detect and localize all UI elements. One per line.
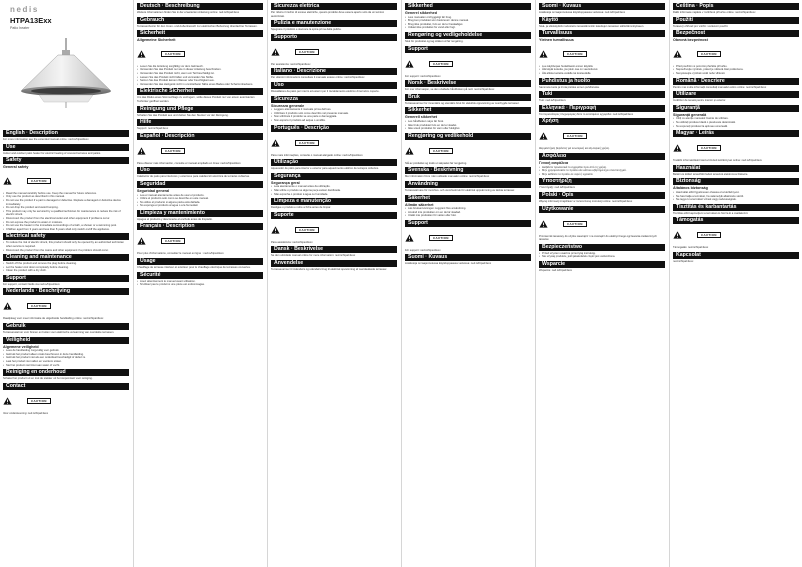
caution-label: CAUTION — [563, 133, 587, 139]
section-heading: Sécurité — [137, 272, 263, 279]
paragraph: Tuki: ned.is/htpa13exx — [539, 99, 566, 103]
section-heading: Supporto — [271, 34, 397, 41]
bullet-item: • Disconnect the product from the electrical outlet and other equipment if problems occur. — [3, 217, 129, 221]
caution-label: CAUTION — [429, 148, 453, 154]
bullet-item: • Lassen Sie das Produkt nicht fallen und vermeiden Sie Stöße. — [137, 76, 263, 80]
bullet-item: • Nu utilizați produsul dacă o piesă este deteriorată. — [673, 121, 799, 125]
bullet-item: • Não exponha o produto à água ou humidade. — [271, 193, 397, 197]
caution-label: CAUTION — [161, 238, 185, 244]
warning-block — [3, 297, 129, 315]
paragraph: ned.is/htpa13exx — [673, 259, 694, 263]
section-heading: Support — [3, 275, 129, 282]
section-heading: Használat — [673, 165, 799, 172]
warning-triangle-icon — [137, 232, 146, 250]
paragraph: For support, contact Nedis via ned.is/htpa13exx — [3, 282, 60, 286]
warning-triangle-icon — [405, 142, 414, 160]
warning-triangle-icon — [271, 134, 280, 152]
paragraph: Sisä- ja ulkokäyttöön tarkoitettu terassilämmitin katettujen terassien sähkölämmitykseen. — [539, 24, 645, 28]
bullet-item: • Do not use the product if a part is damaged or defective. Replace a damaged or defective device immediately. — [3, 199, 129, 206]
bullet-item: • Disconnect the product from the mains and other equipment if a problem should occur. — [3, 249, 129, 253]
bullet-item: • Non esporre il prodotto ad acqua o umidità. — [271, 119, 397, 123]
paragraph: Terrassenheizer für den Innen- und Außenbereich zur elektrischen Beheizung überdachter Terrassen. — [137, 24, 258, 28]
bullet-item: • Stel het product niet bloot aan water of vocht. — [3, 364, 129, 368]
section-heading: Suomi · Kuvaus — [405, 254, 531, 261]
warning-block — [539, 127, 665, 145]
section-heading: Limpieza y mantenimiento — [137, 210, 263, 217]
caution-label: CAUTION — [27, 178, 51, 184]
bullet-item: • Ikke utsett produktet for vann eller fuktighet. — [405, 127, 531, 131]
bullet-item: • Nu expuneți produsul la apă sau umezeală. — [673, 125, 799, 129]
warning-triangle-icon — [673, 45, 682, 63]
bullet-item: • Przed użyciem uważnie przeczytaj instrukcję. — [539, 252, 665, 256]
caution-label: CAUTION — [429, 61, 453, 67]
paragraph: Încălzitor de terasă pentru interior și exterior. — [673, 99, 727, 103]
section-heading: Sicurezza — [271, 96, 397, 103]
section-heading: Français · Description — [137, 223, 263, 230]
warning-triangle-icon — [539, 45, 548, 63]
paragraph: Aquecedor de pátio para interior e exterior para aquecimento elétrico de terraços cobertos. — [271, 167, 380, 171]
section-heading: Suporte — [271, 212, 397, 219]
section-subheading: Algemene veiligheid — [3, 344, 39, 349]
section-subheading: Yleinen turvallisuus — [539, 38, 574, 43]
bullet-item: • Lisez attentivement le manuel avant utilisation. — [137, 280, 263, 284]
section-heading: Usage — [137, 258, 263, 265]
section-subheading: Segurança geral — [271, 180, 300, 185]
bullet-item: • Gebruik het product niet als een onderdeel beschadigd of defect is. — [3, 356, 129, 360]
bullet-item: • Não utilize o produto se alguma peça estiver danificada. — [271, 189, 397, 193]
bullet-item: • Switch off the product and remove the plug before cleaning. — [3, 262, 129, 266]
paragraph: Um das Risiko eines Stromschlags zu verringern, sollte dieses Produkt nur von einem autorisierten Techniker geöffnet werden. — [137, 96, 255, 103]
section-heading: Suomi · Kuvaus — [539, 3, 665, 10]
warning-block — [405, 229, 531, 247]
section-heading: Reinigung und Pflege — [137, 106, 263, 113]
paragraph: Per ulteriori informazioni consultare il manuale esteso online: ned.is/htpa13exx — [271, 76, 365, 80]
bullet-item: • Lue käyttöopas huolellisesti ennen käyttöä. — [539, 65, 665, 69]
section-heading: Tisztítás és karbantartás — [673, 204, 799, 211]
paragraph: Slå av produktet og trekk ut støpselet før rengjøring. — [405, 161, 467, 165]
bullet-item: • Verwenden Sie das Produkt nicht, wenn ein Teil beschädigt ist. — [137, 72, 263, 76]
paragraph: For mer informasjon, se den utvidede håndboken på nett: ned.is/htpa13exx — [405, 88, 495, 92]
section-subheading: General safety — [3, 165, 29, 170]
section-heading: Użytkowanie — [539, 206, 665, 213]
paragraph: Támogatás: ned.is/htpa13exx — [673, 246, 709, 250]
bullet-item: • Do not use the heater in the immediate surroundings of a bath, a shower or a swimming pool. — [3, 224, 129, 228]
bullet-item: • To reduce the risk of electric shock, this product should only be opened by an authorized technician when service is required. — [3, 241, 129, 248]
bullet-item: • Nie używaj produktu, jeśli jakakolwiek część jest uszkodzona. — [539, 255, 665, 259]
paragraph: Desligue o produto e retire a ficha antes de limpar. — [271, 206, 332, 210]
warning-block — [405, 142, 531, 160]
section-heading: Turvallisuus — [539, 30, 665, 37]
paragraph: Για περισσότερες πληροφορίες δείτε το εκτεταμένο εγχειρίδιο: ned.is/htpa13exx — [539, 112, 634, 116]
section-heading: Deutsch · Beschreibung — [137, 3, 263, 10]
section-subheading: Obecná bezpečnost — [673, 38, 708, 43]
paragraph: Beltéri és kültéri teraszfűtő fedett teraszok elektromos fűtésére. — [673, 172, 749, 176]
section-heading: Puhdistus ja huolto — [539, 78, 665, 85]
section-subheading: Siguranță generală — [673, 112, 707, 117]
bullet-item: • No utilice el producto si alguna pieza está dañada. — [137, 201, 263, 205]
caution-label: CAUTION — [563, 221, 587, 227]
paragraph: Spegnere il prodotto e staccare la spina prima della pulizia. — [271, 28, 342, 32]
section-subheading: Sicurezza generale — [271, 103, 305, 108]
section-heading: Säkerhet — [405, 195, 531, 202]
section-heading: Användning — [405, 181, 531, 188]
section-heading: Χρήση — [539, 118, 665, 125]
section-heading: Sikkerhet — [405, 107, 531, 114]
paragraph: Raadpleeg voor meer informatie de uitgebreide handleiding online: ned.is/htpa13exx — [3, 317, 104, 321]
bullet-item: • Brug ikke produktet, hvis en del er beskadiget. — [405, 23, 531, 27]
paragraph: Pentru mai multe informații consultați manualul extins online: ned.is/htpa13exx — [673, 85, 767, 89]
section-heading: Čeština · Popis — [673, 3, 799, 10]
warning-triangle-icon — [3, 392, 12, 410]
paragraph: Υποστήριξη: ned.is/htpa13exx — [539, 186, 575, 190]
bullet-item: • Do not drop the product and avoid bumping. — [3, 206, 129, 210]
paragraph: Lisätietoja on laajennetussa käyttöoppaassa verkossa: ned.is/htpa13exx — [539, 11, 626, 14]
warning-block — [271, 43, 397, 61]
warning-block — [539, 215, 665, 233]
paragraph: Per assistenza: ned.is/htpa13exx — [271, 62, 311, 66]
bullet-item: • Utilizzare il prodotto solo come descritto nel presente manuale. — [271, 112, 397, 116]
paragraph: Para mais informações, consulte o manual alargado online: ned.is/htpa13exx — [271, 153, 363, 157]
paragraph: For more information see the extended manual online: ned.is/htpa13exx — [3, 138, 89, 141]
section-heading: Υποστήριξη — [539, 178, 665, 185]
paragraph: Riscaldatore da patio per interni ed esterni per il riscaldamento elettrico di terrazze coperte. — [271, 89, 380, 93]
section-heading: Segurança — [271, 173, 397, 180]
section-heading: Siguranță — [673, 105, 799, 112]
warning-triangle-icon — [137, 142, 146, 160]
paragraph: Apague el producto y desconecte el enchufe antes de limpiarlo. — [137, 217, 213, 221]
section-heading: Sicurezza elettrica — [271, 3, 397, 10]
paragraph: Voor ondersteuning: ned.is/htpa13exx — [3, 411, 49, 415]
bullet-item: • Διαβάστε προσεκτικά το εγχειρίδιο πριν από τη χρήση. — [539, 166, 665, 170]
section-heading: Ελληνικά · Περιγραφή — [539, 105, 665, 112]
caution-label: CAUTION — [697, 145, 721, 151]
model-title: HTPA13Exx — [10, 16, 52, 25]
warning-block — [137, 45, 263, 63]
bullet-item: • Nepoužívejte výrobek, pokud je některá část poškozena. — [673, 68, 799, 72]
paragraph: For support: ned.is/htpa13exx — [405, 74, 441, 78]
section-heading: Use — [3, 144, 129, 151]
section-heading: Uso — [137, 167, 263, 174]
section-heading: Español · Descripción — [137, 133, 263, 140]
bullet-item: • Μην εκθέτετε το προϊόν σε νερό ή υγρασία. — [539, 173, 665, 177]
bullet-item: • Leia atentamente o manual antes da utilização. — [271, 185, 397, 189]
section-heading: Bezpieczeństwo — [539, 244, 665, 251]
section-heading: Bezpečnost — [673, 30, 799, 37]
bullet-item: • Ne tegye ki a terméket víznek vagy nedvességnek. — [673, 198, 799, 202]
section-heading: Support — [405, 220, 531, 227]
section-heading: Support — [405, 46, 531, 53]
section-heading: Elektrische Sicherheit — [137, 88, 263, 95]
section-heading: Uso — [271, 82, 397, 89]
section-heading: Svenska · Beskrivning — [405, 167, 531, 174]
section-heading: Biztonság — [673, 178, 799, 185]
paragraph: Calefactor de patio para interiores y exteriores para calefacción eléctrica de terrazas cubiertas. — [137, 175, 250, 179]
section-heading: Wsparcie — [539, 261, 665, 268]
bullet-item: • Gebruik het product alleen zoals beschreven in deze handleiding. — [3, 353, 129, 357]
caution-label: CAUTION — [295, 49, 319, 55]
paragraph: För support: ned.is/htpa13exx — [405, 248, 441, 252]
bullet-item: • Utilice el producto solo como se describe en este manual. — [137, 197, 263, 201]
bullet-item: • Setzen Sie das Produkt keinem Wasser oder Feuchtigkeit aus. — [137, 79, 263, 83]
paragraph: Další informace najdete v rozšířené příručce online: ned.is/htpa13exx — [673, 11, 756, 14]
warning-triangle-icon — [3, 172, 12, 190]
bullet-item: • Utsätt inte produkten för vatten eller fukt. — [405, 214, 531, 218]
caution-label: CAUTION — [429, 235, 453, 241]
section-heading: Hilfe — [137, 119, 263, 126]
paragraph: Schalten Sie das Produkt aus und ziehen Sie den Stecker vor der Reinigung. — [137, 113, 229, 117]
caution-label: CAUTION — [697, 51, 721, 57]
manual-column — [535, 0, 668, 567]
paragraph: Sluk for produktet og tag stikket ud før rengøring. — [405, 39, 464, 43]
warning-triangle-icon — [405, 229, 414, 247]
section-heading: Dansk · Beskrivelse — [271, 246, 397, 253]
warning-triangle-icon — [271, 43, 280, 61]
section-heading: Bruk — [405, 94, 531, 101]
warning-triangle-icon — [673, 226, 682, 244]
bullet-item: • This product may only be serviced by a qualified technician for maintenance to reduce the risk of electric shock. — [3, 210, 129, 217]
section-heading: Ασφάλεια — [539, 153, 665, 160]
section-heading: Limpeza e manutenção — [271, 198, 397, 205]
warning-block — [3, 172, 129, 190]
section-heading: Safety — [3, 157, 129, 164]
bullet-item: • Lesen Sie die Anleitung sorgfältig vor dem Gebrauch. — [137, 65, 263, 69]
bullet-item: • N'utilisez pas le produit si une pièce est endommagée. — [137, 283, 263, 287]
caution-label: CAUTION — [295, 227, 319, 233]
caution-label: CAUTION — [161, 148, 185, 154]
section-heading: Cleaning and maintenance — [3, 254, 129, 261]
paragraph: Lisätietoja on laajennetussa käyttöoppaassa verkossa: ned.is/htpa13exx — [405, 262, 492, 266]
section-heading: Electrical safety — [3, 233, 129, 240]
section-heading: Kapcsolat — [673, 252, 799, 259]
warning-block — [673, 226, 799, 244]
paragraph: Sammuta tuote ja irrota pistoke ennen puhdistusta. — [539, 85, 600, 89]
section-heading: Tuki — [539, 91, 665, 98]
bullet-item: • Ne használja a terméket, ha valamelyik alkatrésze sérült. — [673, 195, 799, 199]
bullet-item: • Älä käytä tuotetta, jos jokin osa on vaurioitunut. — [539, 68, 665, 72]
manual-column — [401, 0, 534, 567]
section-heading: Anvendelse — [271, 260, 397, 267]
section-heading: Rengøring og vedligeholdelse — [405, 32, 531, 39]
section-heading: Pulizia e manutenzione — [271, 20, 397, 27]
section-subheading: Allmän säkerhet — [405, 202, 434, 207]
paragraph: Para obtener más información, consulte el manual ampliado en línea: ned.is/htpa13exx — [137, 161, 241, 165]
bullet-item: • Használat előtt figyelmesen olvassa el a kézikönyvet. — [673, 191, 799, 195]
warning-triangle-icon — [405, 55, 414, 73]
warning-triangle-icon — [271, 221, 280, 239]
section-subheading: Generell sikkerhet — [405, 115, 437, 120]
warning-block — [271, 221, 397, 239]
bullet-item: • Children aged from 3 years and less than 8 years shall only switch on/off the appliance. — [3, 228, 129, 232]
paragraph: Pour plus d'informations, consultez le manuel en ligne : ned.is/htpa13exx — [137, 252, 224, 256]
section-subheading: Seguridad general — [137, 188, 170, 193]
section-heading: Magyar · Leírás — [673, 130, 799, 137]
section-heading: Italiano · Descrizione — [271, 68, 397, 75]
section-subheading: Allgemeine Sicherheit — [137, 38, 176, 43]
section-heading: Reiniging en onderhoud — [3, 369, 129, 376]
section-heading: Sicherheit — [137, 30, 263, 37]
bullet-item: • Använd inte produkten om en del är skadad. — [405, 211, 531, 215]
bullet-item: • Only use the product as described in this manual. — [3, 195, 129, 199]
bullet-item: • Läs bruksanvisningen noggrant före användning. — [405, 207, 531, 211]
caution-label: CAUTION — [27, 303, 51, 309]
warning-block — [271, 134, 397, 152]
bullet-item: • No exponga el producto al agua o a la humedad. — [137, 204, 263, 208]
bullet-item: • Lea el manual atentamente antes de usar el producto. — [137, 194, 263, 198]
section-heading: Rengjøring og vedlikehold — [405, 133, 531, 140]
patio-heater-illustration — [14, 38, 118, 116]
bullet-item: • Udsæt ikke produktet for vand eller fugt. — [405, 26, 531, 30]
bullet-item: • Μην χρησιμοποιείτε το προϊόν εάν κάποιο εξάρτημα έχει υποστεί ζημιά. — [539, 169, 665, 173]
paragraph: Wsparcie: ned.is/htpa13exx — [539, 268, 573, 272]
section-heading: Contact — [3, 383, 129, 390]
bullet-item: • Laat het product niet vallen en voorkom stoten. — [3, 360, 129, 364]
section-heading: Utilizare — [673, 91, 799, 98]
section-heading: Sikkerhed — [405, 3, 531, 10]
section-heading: Použití — [673, 17, 799, 24]
product-name: Patio heater — [10, 26, 30, 30]
bullet-item: • Citiți cu atenție manualul înainte de utilizare. — [673, 117, 799, 121]
warning-block — [137, 232, 263, 250]
bullet-item: • Clean the product with a dry cloth. — [3, 269, 129, 273]
caution-label: CAUTION — [161, 51, 185, 57]
bullet-item: • Do not expose the product to water or moisture. — [3, 221, 129, 225]
bullet-item: • Verwenden Sie das Heizgerät nicht in unmittelbarer Nähe eines Bades oder Schwimmbeckens. — [137, 83, 263, 87]
section-heading: Norsk · Beskrivelse — [405, 80, 531, 87]
paragraph: Terrassevarmer til indendørs og udendørs brug til elektrisk opvarmning af overdækkede terrasser. — [271, 267, 388, 271]
section-heading: Português · Descrição — [271, 125, 397, 132]
paragraph: Para assistência: ned.is/htpa13exx — [271, 240, 313, 244]
bullet-item: • Read the manual carefully before use. Keep the manual for future reference. — [3, 192, 129, 196]
bullet-item: • Älä altista tuotetta vedelle tai kosteudelle. — [539, 72, 665, 76]
caution-label: CAUTION — [27, 398, 51, 404]
bullet-item: • Læs manualen omhyggeligt før brug. — [405, 16, 531, 20]
section-heading: English · Description — [3, 130, 129, 137]
paragraph: Schakel het product uit en trek de stekker uit het stopcontact voor reiniging. — [3, 377, 93, 381]
warning-block — [405, 55, 531, 73]
bullet-item: • Non utilizzare il prodotto se una parte è danneggiata. — [271, 115, 397, 119]
paragraph: Mer information finns i den utökade manualen online: ned.is/htpa13exx — [405, 175, 490, 179]
warning-triangle-icon — [3, 297, 12, 315]
paragraph: Θερμαντήρας βεράντας για εσωτερική και εξωτερική χρήση. — [539, 147, 610, 151]
caution-label: CAUTION — [697, 232, 721, 238]
section-subheading: Γενική ασφάλεια — [539, 160, 569, 165]
section-heading: Käyttö — [539, 17, 665, 24]
paragraph: Więcej informacji znajdziesz w rozszerzonej instrukcji online: ned.is/htpa13exx — [539, 199, 633, 203]
paragraph: Support: ned.is/htpa13exx — [137, 127, 169, 131]
warning-block — [673, 139, 799, 157]
manual-column — [133, 0, 266, 567]
bullet-item: • Verwenden Sie das Produkt nur wie in dieser Anleitung beschrieben. — [137, 68, 263, 72]
warning-triangle-icon — [673, 139, 682, 157]
paragraph: Chauffage de terrasse intérieur et extérieur pour le chauffage électrique de terrasses couvertes. — [137, 266, 251, 270]
paragraph: Per ridurre il rischio di scosse elettriche, questo prodotto deve essere aperto solo da un tecnico autorizzato. — [271, 11, 385, 18]
paragraph: További információkért lásd a bővített kézikönyvet online: ned.is/htpa13exx — [673, 159, 762, 163]
manual-column — [669, 0, 802, 567]
manual-column — [0, 127, 132, 567]
bullet-item: • Les håndboken nøye før bruk. — [405, 120, 531, 124]
bullet-item: • Ikke bruk produktet hvis en del er skadet. — [405, 124, 531, 128]
section-heading: Veiligheid — [3, 337, 129, 344]
section-heading: Nederlands · Beschrijving — [3, 288, 129, 295]
paragraph: Terrassvärmare för inomhus- och utomhusbruk för elektrisk uppvärmning av täckta terrasser. — [405, 188, 515, 192]
section-heading: Română · Descriere — [673, 78, 799, 85]
section-subheading: Generel sikkerhed — [405, 11, 437, 15]
bullet-item: • Brug kun produktet som beskrevet i denne manual. — [405, 19, 531, 23]
caution-label: CAUTION — [295, 140, 319, 146]
manual-column — [267, 0, 400, 567]
section-heading: Gebruik — [3, 323, 129, 330]
paragraph: Terrasverwarmer voor binnen en buiten voor elektrische verwarming van overdekte terrassen. — [3, 331, 115, 335]
paragraph: Weitere Informationen finden Sie in der erweiterten Anleitung online: ned.is/htpa13exx — [137, 11, 240, 14]
section-heading: Gebrauch — [137, 17, 263, 24]
warning-triangle-icon — [539, 127, 548, 145]
section-heading: Polski · Opis — [539, 192, 665, 199]
paragraph: Tisztítás előtt kapcsolja ki a terméket és húzza ki a csatlakozót. — [673, 211, 749, 215]
warning-block — [673, 45, 799, 63]
section-subheading: Általános biztonság — [673, 186, 708, 191]
bullet-item: • Leggere attentamente il manuale prima dell'uso. — [271, 108, 397, 112]
section-heading: Seguridad — [137, 181, 263, 188]
warning-triangle-icon — [137, 45, 146, 63]
paragraph: Promiennik tarasowy do użytku wewnątrz i na zewnątrz do elektrycznego ogrzewania zadaszonych tarasów. — [539, 234, 657, 242]
warning-block — [3, 392, 129, 410]
paragraph: Se den udvidede manual online for mere information: ned.is/htpa13exx — [271, 254, 356, 258]
cover-block — [0, 0, 132, 127]
caution-label: CAUTION — [563, 51, 587, 57]
paragraph: Terasový ohřívač pro vnitřní i venkovní použití. — [673, 24, 729, 28]
paragraph: Indoor and outdoor patio heater for electric heating of covered terraces and patios. — [3, 151, 102, 155]
bullet-item: • Nevystavujte výrobek vodě nebo vlhkosti. — [673, 72, 799, 76]
section-heading: Támogatás — [673, 217, 799, 224]
brand-logo: nedis — [10, 5, 39, 14]
warning-triangle-icon — [539, 215, 548, 233]
warning-block — [137, 142, 263, 160]
paragraph: Terrassevarmer for innendørs og utendørs bruk for elektrisk oppvarming av overbygde terrasser. — [405, 101, 520, 105]
bullet-item: • Lees de handleiding zorgvuldig voor gebruik. — [3, 349, 129, 353]
warning-block — [539, 45, 665, 63]
bullet-item: • Před použitím si pozorně přečtěte příručku. — [673, 65, 799, 69]
section-heading: Utilização — [271, 159, 397, 166]
bullet-item: • Let the heater cool down completely before cleaning. — [3, 266, 129, 270]
